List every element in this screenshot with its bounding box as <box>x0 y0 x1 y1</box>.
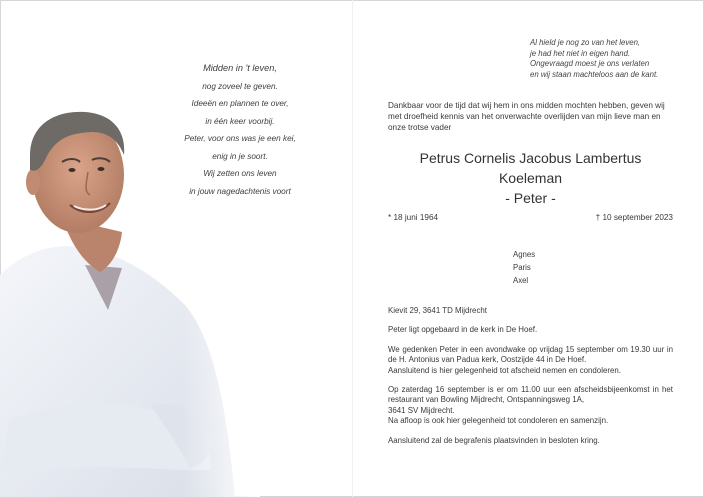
left-poem <box>130 60 350 200</box>
death-date: † 10 september 2023 <box>595 213 673 222</box>
deceased-name <box>388 148 673 208</box>
name-surname: Koeleman <box>498 170 563 186</box>
farewell-address: 3641 SV Mijdrecht. <box>388 405 455 415</box>
vigil-notice <box>388 345 673 376</box>
relative-name: Agnes <box>513 250 536 259</box>
relatives-list <box>513 248 535 287</box>
name-nickname: - Peter - <box>505 190 556 206</box>
left-poem-line: nog zoveel te geven. <box>202 81 278 91</box>
right-poem-line: Ongevraagd moest je ons verlaten <box>530 59 650 69</box>
card-fold <box>352 0 353 497</box>
burial-notice: Aansluitend zal de begrafenis plaatsvinden in besloten kring. <box>388 435 600 445</box>
left-poem-line: Wij zetten ons leven <box>203 169 277 178</box>
laid-out-notice: Peter ligt opgebaard in de kerk in De Hoef. <box>388 325 538 335</box>
farewell-details: Op zaterdag 16 september is er om 11.00 uur een afscheidsbijeenkomst in het restaurant van Bowling Mijdrecht, Ontspanningsweg 1A, <box>388 385 673 405</box>
vigil-condolence: Aansluitend is hier gelegenheid tot afscheid nemen en condoleren. <box>388 365 621 375</box>
vigil-details: We gedenken Peter in een avondwake op vrijdag 15 september om 19.30 uur in de H. Antonius van Padua kerk, Oostzijde 44 in De Hoef. <box>388 344 673 365</box>
left-poem-line: in jouw nagedachtenis voort <box>189 186 291 196</box>
home-address: Kievit 29, 3641 TD Mijdrecht <box>388 306 487 315</box>
announcement-details <box>388 306 673 455</box>
name-full: Petrus Cornelis Jacobus Lambertus <box>419 150 642 166</box>
right-poem <box>530 38 700 80</box>
intro-text: Dankbaar voor de tijd dat wij hem in ons midden mochten hebben, geven wij met droefheid kennis van het onverwachte overlijden van mijn lieve man en onze trotse vader <box>388 101 665 133</box>
left-poem-line: in één keer voorbij. <box>205 116 275 126</box>
farewell-notice <box>388 385 673 427</box>
left-poem-line: Peter, voor ons was je een kei, <box>184 134 296 143</box>
birth-date: * 18 juni 1964 <box>388 213 439 222</box>
left-poem-line: Midden in 't leven, <box>203 63 277 73</box>
right-poem-line: je had het niet in eigen hand. <box>530 48 631 58</box>
relative-name: Paris <box>513 263 531 272</box>
farewell-condolence: Na afloop is ook hier gelegenheid tot condoleren en samenzijn. <box>388 416 609 426</box>
left-poem-line: enig in je soort. <box>212 151 268 161</box>
right-poem-line: Al hield je nog zo van het leven, <box>530 38 641 47</box>
left-poem-line: Ideeën en plannen te over, <box>191 99 289 108</box>
relative-name: Axel <box>513 276 529 285</box>
right-poem-line: en wij staan machteloos aan de kant. <box>530 69 659 79</box>
